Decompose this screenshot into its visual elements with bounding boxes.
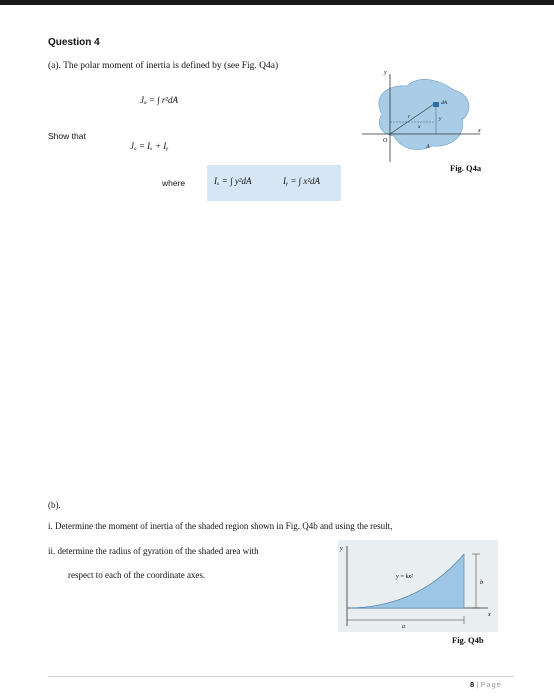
fig-q4a-caption: Fig. Q4a [450, 163, 482, 173]
part-b-item-ii: ii. determine the radius of gyration of the shaded area with [48, 546, 259, 556]
fig-q4a-area-label: A [426, 144, 430, 150]
fig-q4a-r-label: r [408, 114, 411, 120]
sum-equation: Jₒ = Iₓ + Iᵧ [130, 141, 169, 151]
page-footer [470, 680, 502, 689]
polar-moment-equation: Jₒ = ∫ r²dA [140, 95, 179, 105]
fig-q4a-x-axis-label: x [478, 128, 481, 134]
fig-q4b-y-axis-label: y [340, 546, 343, 552]
fig-q4a-origin-label: O [383, 138, 388, 144]
part-a-intro: (a). The polar moment of inertia is defined by (see Fig. Q4a) [48, 61, 279, 71]
fig-q4b-b-label: b [480, 580, 483, 586]
footer-separator: | [476, 680, 479, 689]
area-element [433, 102, 439, 107]
fig-q4b-caption: Fig. Q4b [452, 635, 484, 645]
question-title: Question 4 [48, 37, 100, 48]
area-region [379, 79, 469, 149]
fig-q4b-x-axis-label: x [488, 612, 491, 618]
page-word: Page [480, 680, 502, 689]
footer-divider [48, 676, 514, 677]
show-that-label: Show that [48, 131, 86, 141]
figure-q4b [338, 540, 498, 632]
top-border [0, 0, 554, 5]
fig-q4a-y-label: y [439, 116, 442, 122]
part-b-item-i: i. Determine the moment of inertia of the shaded region shown in Fig. Q4b and using the result, [48, 521, 393, 531]
fig-q4a-dA-label: dA [441, 100, 448, 106]
ix-equation: Iₓ = ∫ y²dA [214, 176, 252, 186]
figure-q4a [362, 62, 492, 162]
part-b-item-ii-continued: respect to each of the coordinate axes. [68, 570, 206, 580]
iy-equation: Iᵧ = ∫ x²dA [283, 176, 321, 186]
where-label: where [162, 178, 186, 188]
fig-q4b-a-label: a [402, 624, 405, 630]
fig-q4b-curve-label: y = kx² [396, 574, 413, 580]
fig-q4a-x-label: x [418, 124, 421, 130]
page-number: 8 [470, 680, 475, 689]
fig-q4a-y-axis-label: y [384, 70, 387, 76]
part-b-label: (b). [48, 500, 61, 510]
